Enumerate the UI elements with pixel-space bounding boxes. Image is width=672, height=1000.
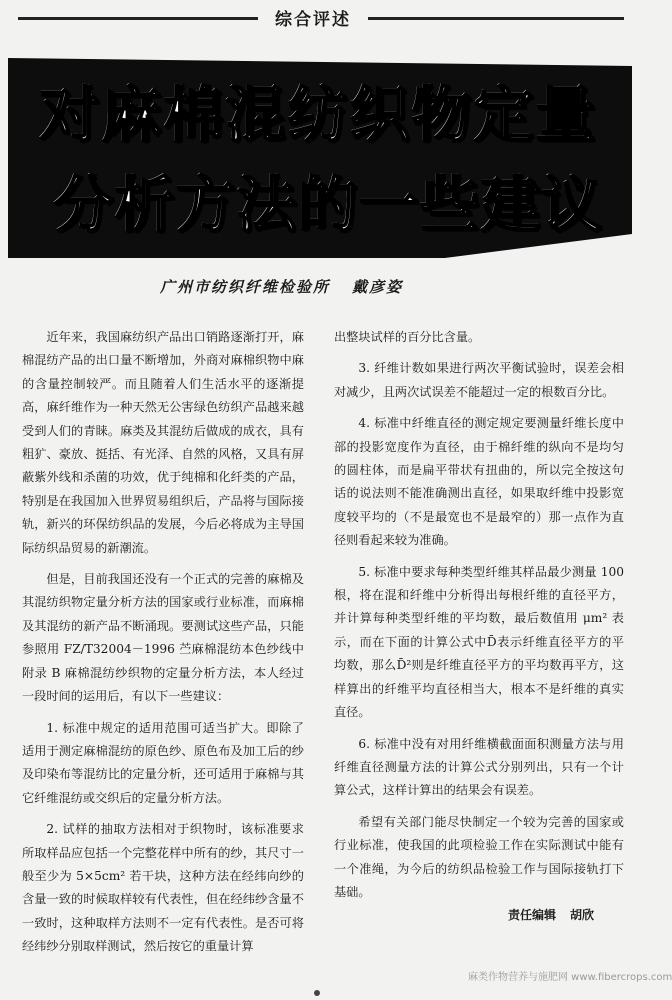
left-column: [22, 326, 304, 967]
paragraph: 希望有关部门能尽快制定一个较为完善的国家或行业标准，使我国的此项检验工作在实际测试中能有一个准绳，为今后的纺织品检验工作与国际接轨打下基础。: [334, 814, 624, 899]
editor-credit: [508, 906, 594, 923]
paragraph: 近年来，我国麻纺织产品出口销路逐渐打开，麻棉混纺产品的出口量不断增加，外商对麻棉织物中麻的含量控制较严。而且随着人们生活水平的逐渐提高，麻纤维作为一种天然无公害绿色纺织产品越来越受到人们的青睐。麻类及其混纺后做成的成衣，具有粗犷、豪放、挺括、有光泽、自然的风格，又具有屏蔽紫外线和杀菌的功效，优于纯棉和化纤类的产品，特别是在我国加入世界贸易组织后，产品将与国际接轨，新兴的环保纺织品的发展，今后必将成为主导国际纺织品贸易的新潮流。: [22, 330, 304, 555]
article-title-line-2: 分析方法的一些建议: [54, 171, 603, 241]
paragraph: 3. 纤维计数如果进行两次平衡试验时，误差会相对减少，且两次试误差不能超过一定的根数百分比。: [334, 361, 624, 399]
header-rule-right: [368, 17, 624, 20]
section-label: 综合评述: [275, 10, 351, 30]
author-line: [160, 276, 560, 297]
paragraph: 6. 标准中没有对用纤维横截面面积测量方法与用纤维直径测量方法的计算公式分别列出，只有一个计算公式，这样计算出的结果会有误差。: [334, 736, 624, 798]
editor-name: 胡欣: [570, 908, 595, 922]
author-name: 戴彦姿: [352, 278, 404, 296]
paragraph: 2. 试样的抽取方法相对于织物时，该标准要求所取样品应包括一个完整花样中所有的纱，其尺寸一般至少为 5×5cm² 若干块，这种方法在经纬向纱的含量一致的时候取样较有代表性，但在经纬纱含量不一致时，这种取样方法则不一定有代表性。是否可将经纬纱分别取样测试，然后按它的重量计算: [22, 822, 304, 954]
page-marker: [314, 990, 320, 996]
paragraph: 出整块试样的百分比含量。: [334, 330, 481, 344]
author-organization: 广州市纺织纤维检验所: [160, 278, 331, 296]
header-rule-left: [18, 17, 258, 20]
article-title-line-1: 对麻棉混纺织物定量: [40, 81, 598, 151]
paragraph: 1. 标准中规定的适用范围可适当扩大。即除了适用于测定麻棉混纺的原色纱、原色布及加工后的纱及印染布等混纺比的定量分析，还可适用于麻棉与其它纤维混纺或交织后的定量分析方法。: [22, 720, 304, 805]
editor-label: 责任编辑: [508, 908, 557, 922]
section-header: [0, 0, 640, 36]
site-watermark: 麻类作物营养与施肥网 www.fibercrops.com: [468, 972, 672, 983]
paragraph: 4. 标准中纤维直径的测定规定要测量纤维长度中部的投影宽度作为直径，由于棉纤维的纵向不是均匀的圆柱体，而是扁平带状有扭曲的，所以完全按这句话的说法则不能准确测出直径，如果取纤维中投影宽度较平均的（不是最宽也不是最窄的）那一点作为直径则看起来较为准确。: [334, 416, 624, 548]
paragraph: 5. 标准中要求每种类型纤维其样品最少测量 100 根，将在混和纤维中分析得出每根纤维的直径平方，并计算每种类型纤维的平均数，最后数值用 μm² 表示，而在下面的计算公式中D̄表示纤维直径平方的平均数，那么D̄²则是纤维直径平方的平均数再平方，这样算出的纤维平均直径相当大，根本不是纤维的真实直径。: [334, 564, 624, 720]
right-column: [334, 326, 624, 912]
paragraph: 但是，目前我国还没有一个正式的完善的麻棉及其混纺织物定量分析方法的国家或行业标准，而麻棉及其混纺的新产品不断涌现。要测试这些产品，只能参照用 FZ/T32004－1996 苎麻棉混纺本色纱线中附录 B 麻棉混纺纱织物的定量分析方法，本人经过一段时间的运用后，有以下一些建议：: [22, 572, 304, 704]
